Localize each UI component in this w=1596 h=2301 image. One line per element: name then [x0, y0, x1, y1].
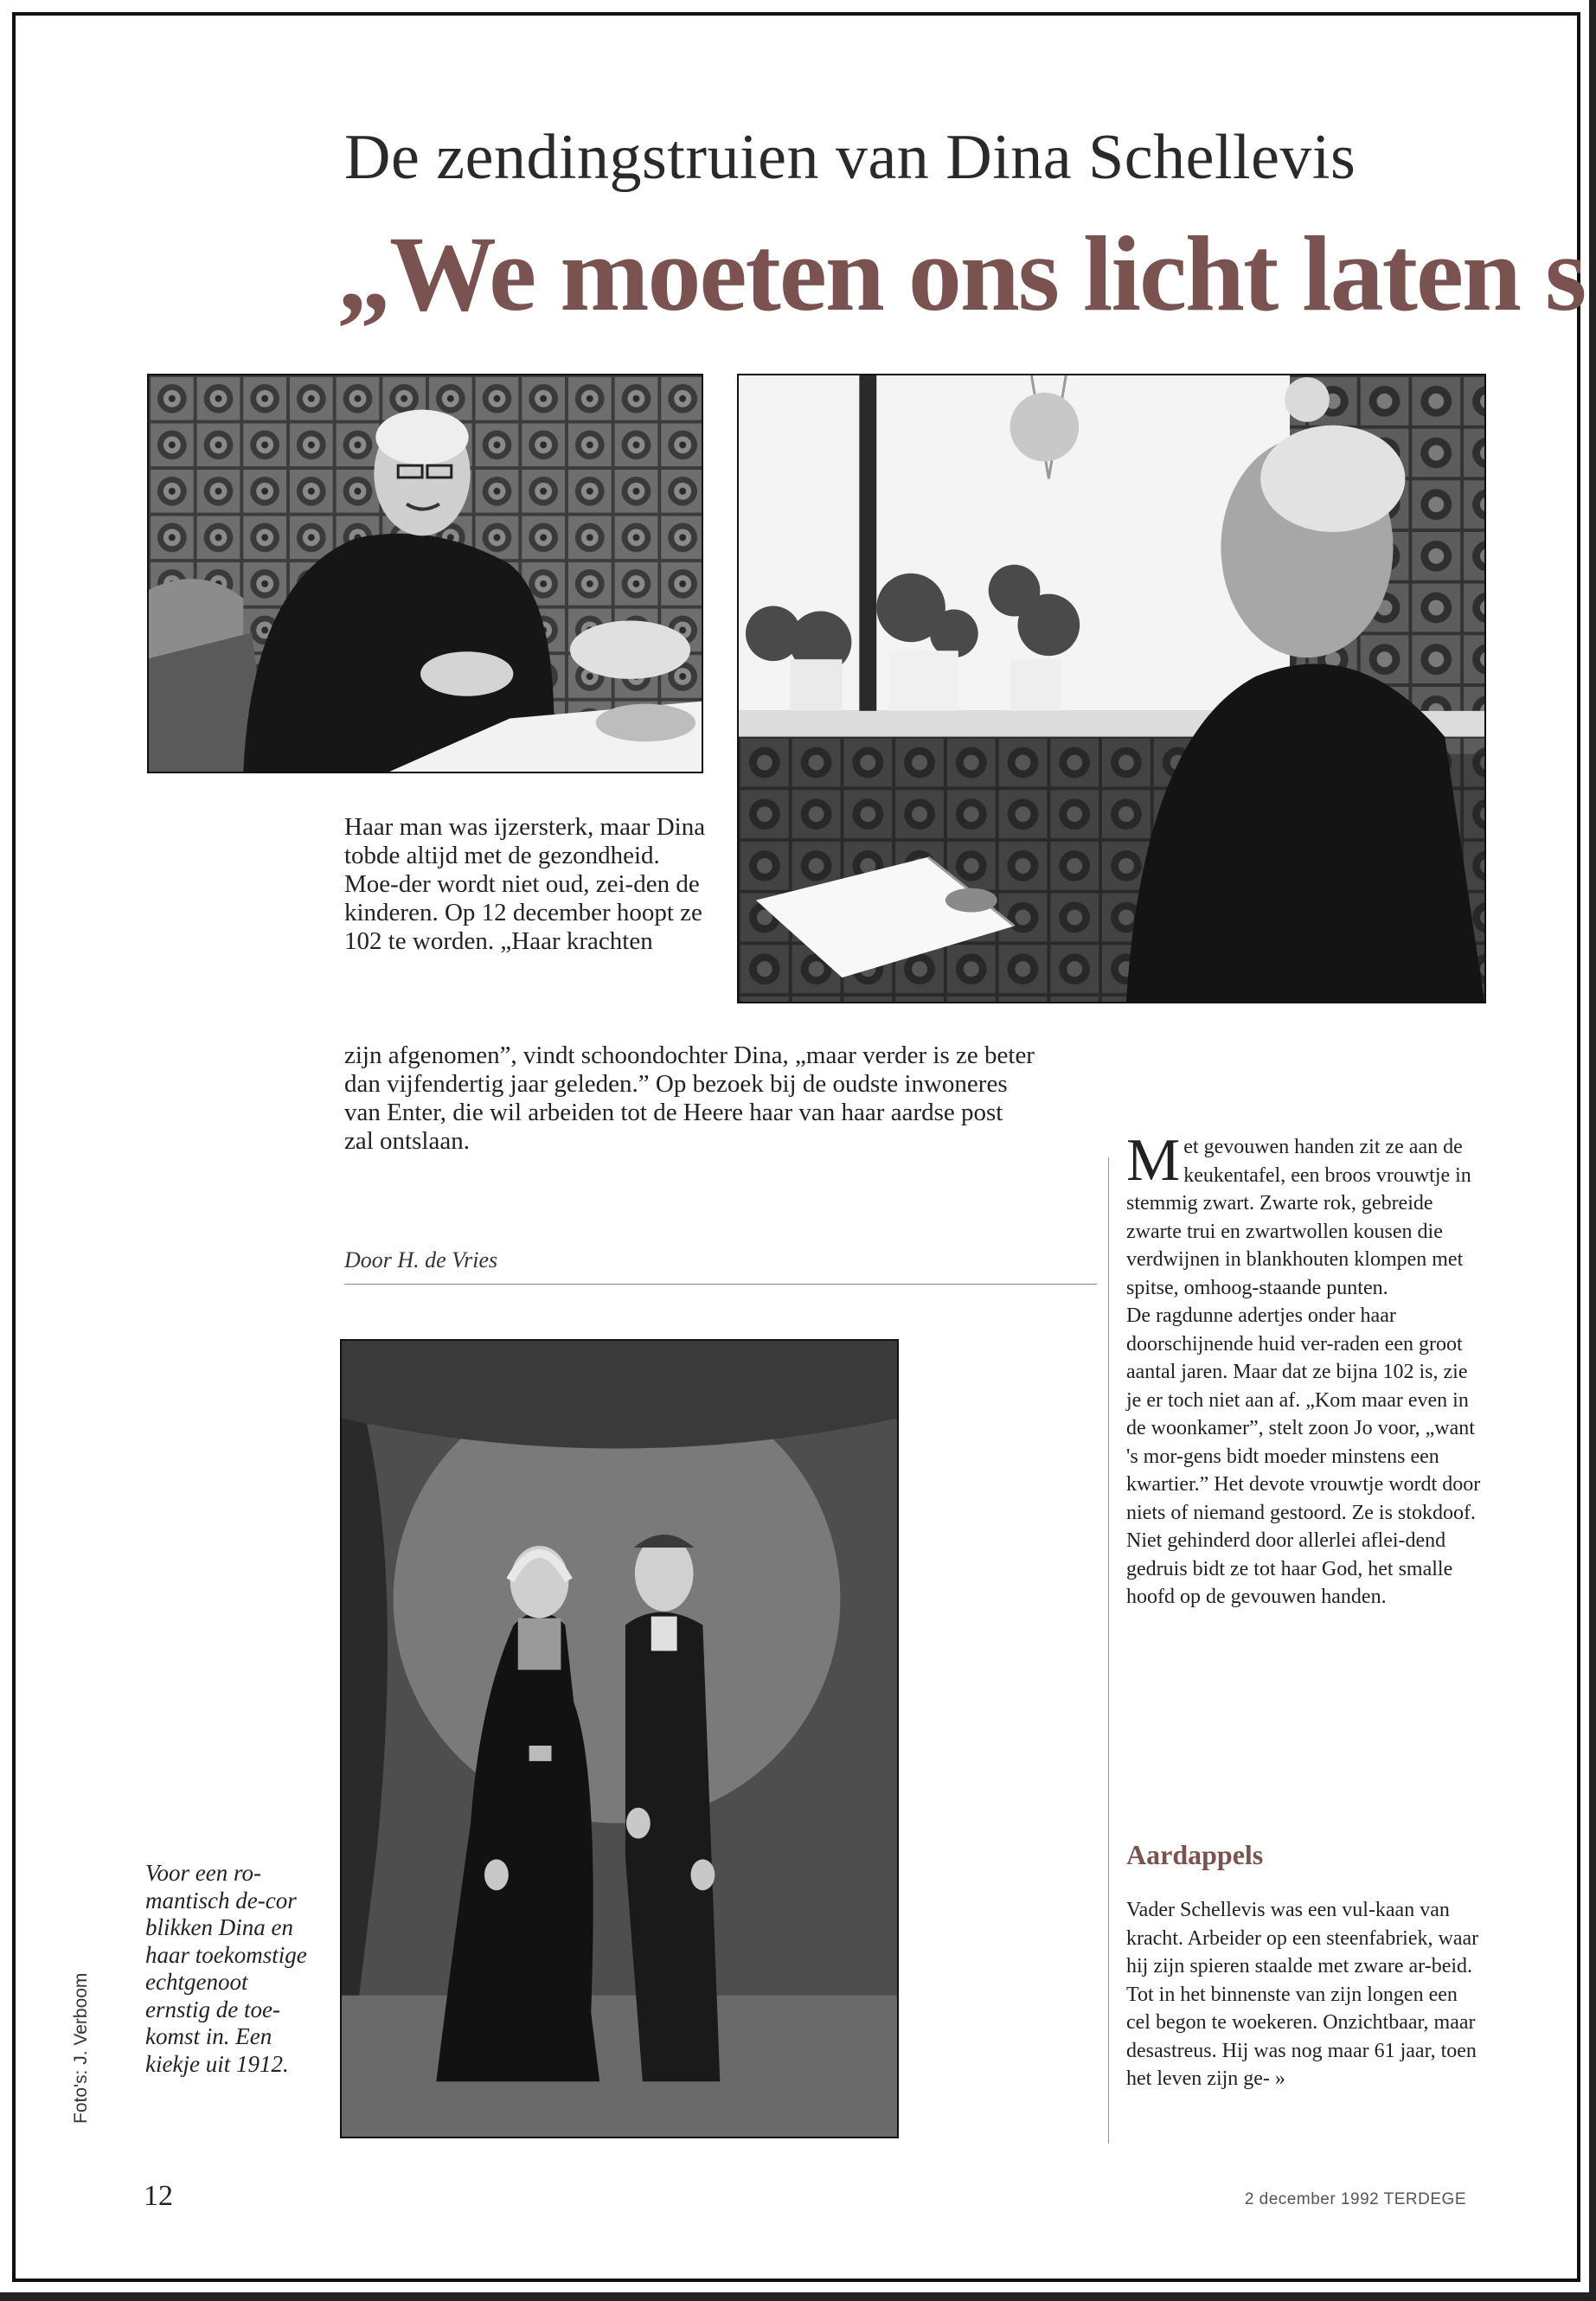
paragraph-1-text: et gevouwen handen zit ze aan de keukentafel, een broos vrouwtje in stemmig zwart. Zwarte rok, gebreide zwarte trui en zwartwollen kousen die verdwijnen in blankhouten klompen met spitse, omhoog-staande punten. — [1126, 1136, 1471, 1299]
scan-edge-bottom — [0, 2292, 1596, 2301]
subheading: Aardappels — [1126, 1839, 1264, 1870]
photo-couple-1912 — [340, 1339, 899, 2138]
article-headline: „We moeten ons licht laten s — [337, 221, 1586, 328]
photo-woman-reading — [737, 374, 1486, 1003]
paragraph-1 — [1126, 1127, 1481, 1302]
scan-edge-right — [1589, 0, 1596, 2301]
drop-cap: M — [1126, 1127, 1181, 1194]
divider-horizontal — [344, 1284, 1097, 1285]
photo-credit: Foto's: J. Verboom — [71, 1972, 91, 2124]
paragraph-3: Vader Schellevis was een vul-kaan van kracht. Arbeider op een steenfabriek, waar hij zijn spieren staalde met zware ar-beid. Tot in het binnenste van zijn longen een cel begon te woekeren. Onzichtbaar, maar desastreus. Hij was nog maar 61 jaar, toen het leven zijn ge- » — [1126, 1899, 1479, 2090]
photo-caption: Voor een ro-mantisch de-cor blikken Dina en haar toekomstige echtgenoot ernstig de toe-komst in. Een kiekje uit 1912. — [145, 1860, 307, 2077]
byline: Door H. de Vries — [344, 1247, 498, 1272]
photo-woman-at-table — [147, 374, 703, 773]
page-number: 12 — [144, 2180, 173, 2212]
intro-text-part1: Haar man was ijzersterk, maar Dina tobde altijd met de gezondheid. Moe-der wordt niet oud, zei-den de kinderen. Op 12 december hoopt ze 102 te worden. „Haar krachten — [344, 813, 706, 955]
body-column-2 — [1126, 1896, 1481, 2093]
divider-vertical — [1108, 1157, 1109, 2144]
footer-date: 2 december 1992 TERDEGE — [1244, 2190, 1466, 2208]
article-supertitle: De zendingstruien van Dina Schellevis — [344, 122, 1356, 193]
body-column-1 — [1126, 1127, 1481, 1612]
intro-text-part2: zijn afgenomen”, vindt schoondochter Dina, „maar verder is ze beter dan vijfendertig jaar geleden.” Op bezoek bij de oudste inwoneres van Enter, die wil arbeiden tot de Heere haar van haar aardse post zal ontslaan. — [344, 1042, 1035, 1155]
paragraph-2: De ragdunne adertjes onder haar doorschijnende huid ver-raden een groot aantal jaren. Maar dat ze bijna 102 is, zie je er toch niet aan af. „Kom maar even in de woonkamer”, stelt zoon Jo voor, „want 's mor-gens bidt moeder minstens een kwartier.” Het devote vrouwtje wordt door niets of niemand gestoord. Ze is stokdoof. Niet gehinderd door allerlei aflei-dend gedruis bidt ze tot haar God, het smalle hoofd op de gevouwen handen. — [1126, 1304, 1481, 1608]
